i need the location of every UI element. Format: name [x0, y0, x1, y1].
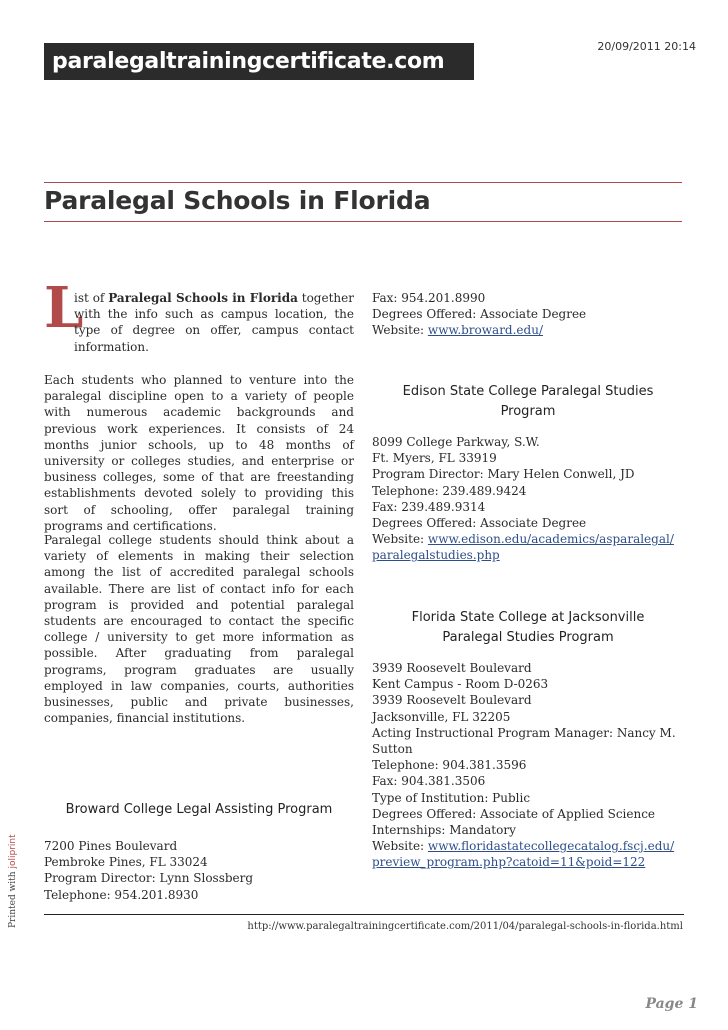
edison-address-2: Ft. Myers, FL 33919 — [372, 451, 497, 466]
edison-heading — [372, 382, 684, 422]
edison-website-link-cont[interactable]: paralegalstudies.php — [372, 548, 500, 563]
printed-with-text: Printed with — [8, 868, 18, 928]
fscj-heading — [372, 608, 684, 648]
broward-website-label: Website: — [372, 323, 428, 338]
broward-website-link[interactable]: www.broward.edu/ — [427, 323, 543, 338]
body-paragraph-2 — [44, 532, 354, 726]
edison-director: Program Director: Mary Helen Conwell, JD — [372, 467, 635, 482]
fscj-website-link[interactable]: www.floridastatecollegecatalog.fscj.edu/ — [427, 839, 675, 854]
broward-telephone: Telephone: 954.201.8930 — [44, 887, 199, 902]
fscj-campus: Kent Campus - Room D-0263 — [372, 677, 549, 692]
fscj-details — [372, 660, 684, 871]
fscj-internships: Internships: Mandatory — [372, 823, 516, 838]
fscj-website-link-cont[interactable]: preview_program.php?catoid=11&poid=122 — [372, 855, 646, 870]
fscj-website-row-2 — [372, 854, 684, 870]
edison-details — [372, 434, 684, 564]
fscj-manager-cont: Sutton — [372, 742, 413, 757]
edison-website-row-2 — [372, 547, 684, 563]
fscj-telephone: Telephone: 904.381.3596 — [372, 758, 527, 773]
fscj-heading-line-2: Paralegal Studies Program — [442, 630, 614, 645]
page-number: Page 1 — [645, 996, 698, 1012]
intro-paragraph — [74, 290, 354, 355]
edison-heading-line-2: Program — [500, 404, 556, 419]
body-paragraph-1 — [44, 372, 354, 534]
broward-website-row — [372, 322, 684, 338]
broward-fax: Fax: 954.201.8990 — [372, 291, 486, 305]
intro-text-end: together with the info such as campus location, the type of degree on offer, campus contact information. — [74, 291, 354, 354]
fscj-website-row — [372, 838, 684, 854]
footer-url[interactable]: http://www.paralegaltrainingcertificate.com/2011/04/paralegal-schools-in-florida.html — [247, 921, 683, 932]
edison-fax: Fax: 239.489.9314 — [372, 499, 486, 514]
edison-degrees: Degrees Offered: Associate Degree — [372, 516, 587, 531]
broward-director: Program Director: Lynn Slossberg — [44, 871, 254, 886]
printed-with-label — [8, 834, 18, 928]
broward-heading: Broward College Legal Assisting Program — [65, 802, 333, 817]
broward-address-1: 7200 Pines Boulevard — [44, 839, 178, 853]
intro-bold: Paralegal Schools in Florida — [108, 291, 298, 305]
fscj-fax: Fax: 904.381.3506 — [372, 774, 486, 789]
print-datetime: 20/09/2011 20:14 — [597, 40, 696, 53]
fscj-manager: Acting Instructional Program Manager: Nancy M. — [372, 725, 676, 740]
paragraph-1: Each students who planned to venture into the paralegal discipline open to a variety of people with numerous academic backgrounds and previous work experiences. It consists of 24 months junior schools, up to 48 months of university or colleges studies, and enterprise or business colleges, some of that are freestanding establishments devoted solely to providing this sort of schooling, offer paralegal training programs and certifications. — [44, 373, 354, 533]
edison-website-row — [372, 531, 684, 547]
fscj-address-3: Jacksonville, FL 32205 — [372, 709, 511, 724]
fscj-type: Type of Institution: Public — [372, 790, 531, 805]
drop-cap: L — [44, 275, 84, 341]
paragraph-2: Paralegal college students should think about a variety of elements in making their selection among the list of accredited paralegal schools available. There are list of contact info for each program is provided and potential paralegal students are encouraged to contact the specific college / university to get more information as possible. After graduating from paralegal programs, program graduates are usually employed in law companies, courts, authorities businesses, public and private businesses, companies, financial institutions. — [44, 533, 354, 726]
joliprint-logo[interactable]: joliprint — [8, 834, 18, 869]
broward-details-cont — [372, 290, 684, 339]
page-title: Paralegal Schools in Florida — [44, 186, 431, 215]
fscj-heading-line-1: Florida State College at Jacksonville — [411, 610, 645, 625]
footer-rule — [44, 914, 684, 915]
site-banner[interactable]: paralegaltrainingcertificate.com — [44, 43, 474, 80]
fscj-address-1: 3939 Roosevelt Boulevard — [372, 661, 532, 675]
edison-website-label: Website: — [372, 532, 428, 547]
edison-heading-line-1: Edison State College Paralegal Studies — [402, 384, 654, 399]
broward-degrees: Degrees Offered: Associate Degree — [372, 307, 587, 322]
title-rule-top — [44, 182, 682, 183]
edison-website-link[interactable]: www.edison.edu/academics/asparalegal/ — [427, 532, 674, 547]
fscj-website-label: Website: — [372, 839, 428, 854]
broward-address-2: Pembroke Pines, FL 33024 — [44, 855, 208, 870]
edison-address-1: 8099 College Parkway, S.W. — [372, 435, 540, 449]
fscj-address-2: 3939 Roosevelt Boulevard — [372, 693, 532, 708]
title-rule-bottom — [44, 221, 682, 222]
fscj-degrees: Degrees Offered: Associate of Applied Science — [372, 806, 656, 821]
intro-text-start: ist of — [74, 291, 109, 305]
broward-details — [44, 838, 354, 903]
edison-telephone: Telephone: 239.489.9424 — [372, 483, 527, 498]
